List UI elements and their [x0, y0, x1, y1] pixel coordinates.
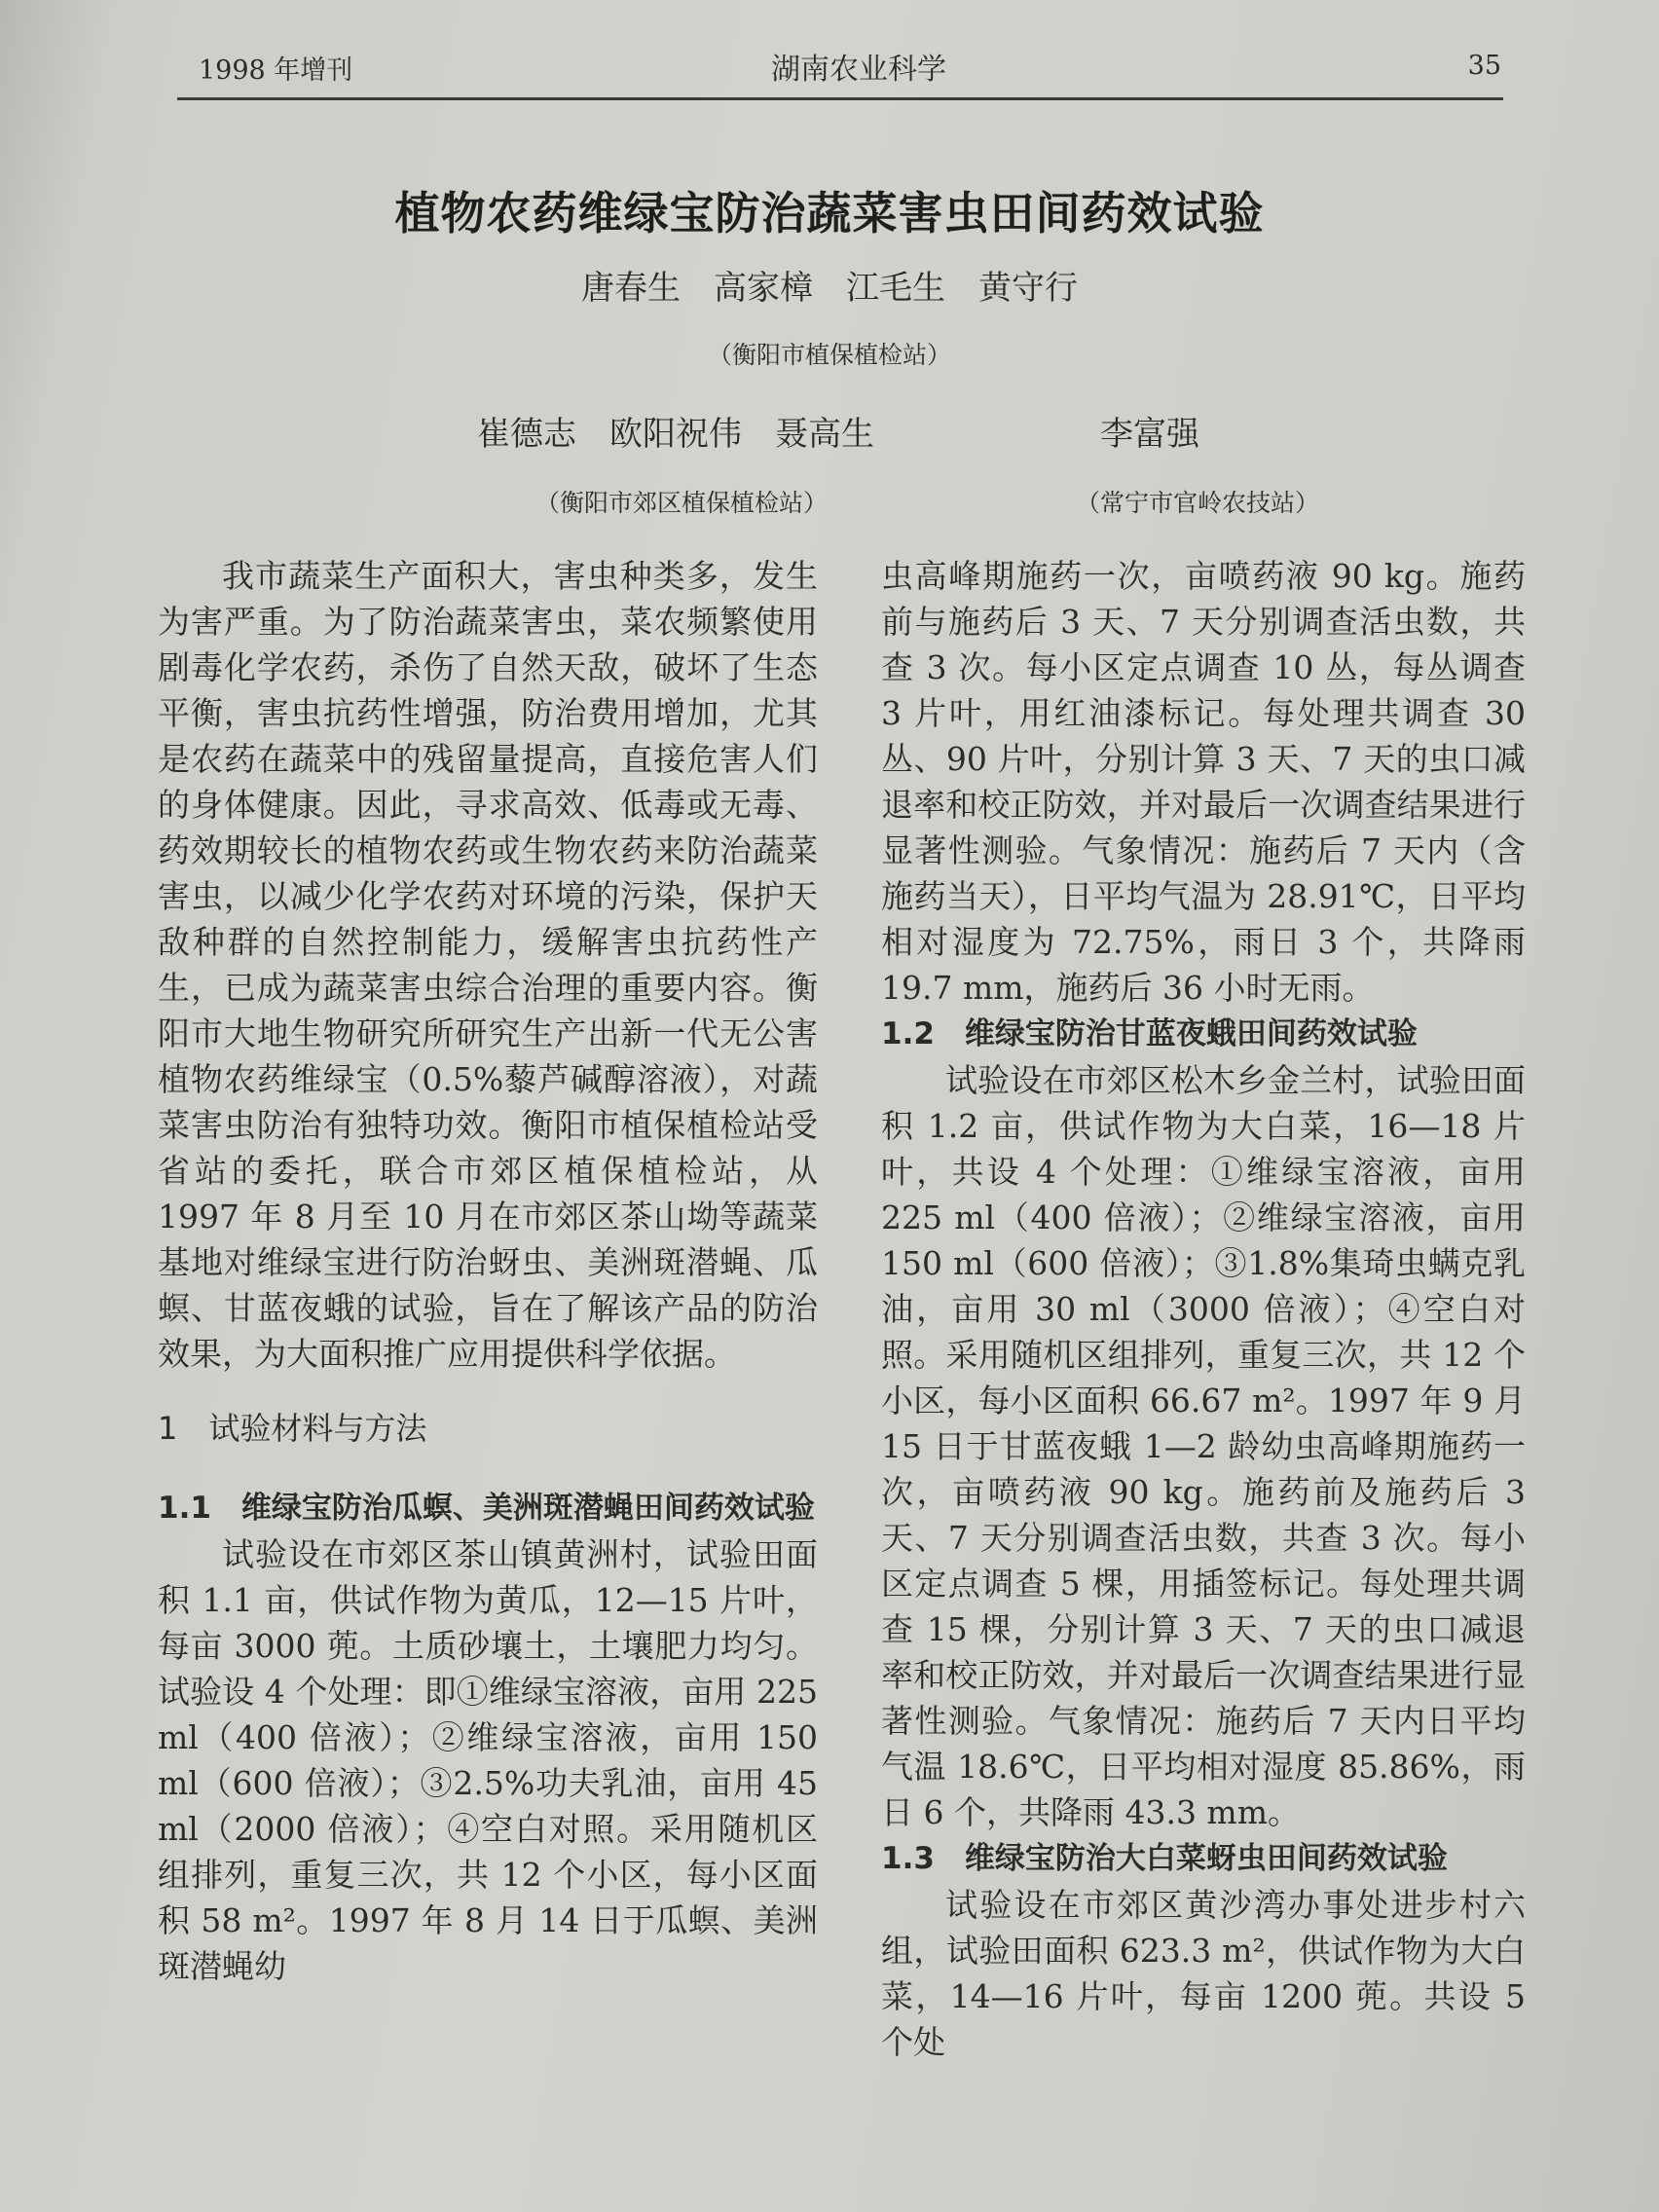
paragraph-1-3: 试验设在市郊区黄沙湾办事处进步村六组，试验田面积 623.3 m²，供试作物为大白菜，14—16 片叶，每亩 1200 蔸。共设 5 个处 [881, 1886, 1526, 2061]
right-column [881, 553, 1526, 2065]
running-header [177, 45, 1501, 92]
paragraph-1-1-continued: 虫高峰期施药一次，亩喷药液 90 kg。施药前与施药后 3 天、7 天分别调查活虫数，共查 3 次。每小区定点调查 10 丛，每丛调查 3 片叶，用红油漆标记。每处理共调查 30 丛、90 片叶，分别计算 3 天、7 天的虫口减退率和校正防效，并对最后一次调查结果进行显著性测验。气象情况：施药后 7 天内（含施药当天），日平均气温为 28.91℃，日平均相对湿度为 72.75%，雨日 3 个，共降雨 19.7 mm，施药后 36 小时无雨。 [881, 557, 1526, 1007]
header-rule [177, 97, 1503, 100]
intro-paragraph: 我市蔬菜生产面积大，害虫种类多，发生为害严重。为了防治蔬菜害虫，菜农频繁使用剧毒化学农药，杀伤了自然天敌，破坏了生态平衡，害虫抗药性增强，防治费用增加，尤其是农药在蔬菜中的残留量提高，直接危害人们的身体健康。因此，寻求高效、低毒或无毒、药效期较长的植物农药或生物农药来防治蔬菜害虫，以减少化学农药对环境的污染，保护天敌种群的自然控制能力，缓解害虫抗药性产生，已成为蔬菜害虫综合治理的重要内容。衡阳市大地生物研究所研究生产出新一代无公害植物农药维绿宝（0.5%藜芦碱醇溶液），对蔬菜害虫防治有独特功效。衡阳市植保植检站受省站的委托，联合市郊区植保植检站，从 1997 年 8 月至 10 月在市郊区茶山坳等蔬菜基地对维绿宝进行防治蚜虫、美洲斑潜蝇、瓜螟、甘蓝夜蛾的试验，旨在了解该产品的防治效果，为大面积推广应用提供科学依据。 [158, 557, 818, 1373]
left-column [158, 553, 818, 1989]
authors-line-1: 唐春生 高家樟 江毛生 黄守行 [581, 269, 1078, 308]
affiliation-2: （衡阳市郊区植保植检站） [535, 489, 829, 517]
affiliation-1: （衡阳市植保植检站） [707, 341, 951, 369]
subsection-heading-1-2: 1.2 维绿宝防治甘蓝夜蛾田间药效试验 [881, 1016, 1418, 1051]
authors-line-2-right: 李富强 [1100, 415, 1199, 454]
section-heading-1: 1 试验材料与方法 [158, 1410, 427, 1447]
header-journal: 湖南农业科学 [771, 53, 946, 87]
subsection-heading-1-1: 1.1 维绿宝防治瓜螟、美洲斑潜蝇田间药效试验 [158, 1491, 815, 1526]
header-page-number: 35 [1467, 51, 1501, 81]
authors-line-2: 崔德志 欧阳祝伟 聂高生 [477, 415, 874, 454]
subsection-heading-1-3: 1.3 维绿宝防治大白菜蚜虫田间药效试验 [881, 1841, 1448, 1876]
affiliation-3: （常宁市官岭农技站） [1076, 489, 1320, 517]
paragraph-1-1: 试验设在市郊区茶山镇黄洲村，试验田面积 1.1 亩，供试作物为黄瓜，12—15 片叶，每亩 3000 蔸。土质砂壤土，土壤肥力均匀。试验设 4 个处理：即①维绿宝溶液，亩用 225 ml（400 倍液）；②维绿宝溶液，亩用 150 ml（600 倍液）；③2.5%功夫乳油，亩用 45 ml（2000 倍液）；④空白对照。采用随机区组排列，重复三次，共 12 个小区，每小区面积 58 m²。1997 年 8 月 14 日于瓜螟、美洲斑潜蝇幼 [158, 1535, 818, 1985]
article-title: 植物农药维绿宝防治蔬菜害虫田间药效试验 [394, 187, 1265, 240]
paragraph-1-2: 试验设在市郊区松木乡金兰村，试验田面积 1.2 亩，供试作物为大白菜，16—18 片叶，共设 4 个处理：①维绿宝溶液，亩用 225 ml（400 倍液）；②维绿宝溶液，亩用 150 ml（600 倍液）；③1.8%集琦虫螨克乳油，亩用 30 ml（3000 倍液）；④空白对照。采用随机区组排列，重复三次，共 12 个小区，每小区面积 66.67 m²。1997 年 9 月 15 日于甘蓝夜蛾 1—2 龄幼虫高峰期施药一次，亩喷药液 90 kg。施药前及施药后 3 天、7 天分别调查活虫数，共查 3 次。每小区定点调查 5 棵，用插签标记。每处理共调查 15 棵，分别计算 3 天、7 天的虫口减退率和校正防效，并对最后一次调查结果进行显著性测验。气象情况：施药后 7 天内日平均气温 18.6℃，日平均相对湿度 85.86%，雨日 6 个，共降雨 43.3 mm。 [881, 1061, 1526, 1831]
header-issue: 1998 年增刊 [199, 55, 353, 86]
